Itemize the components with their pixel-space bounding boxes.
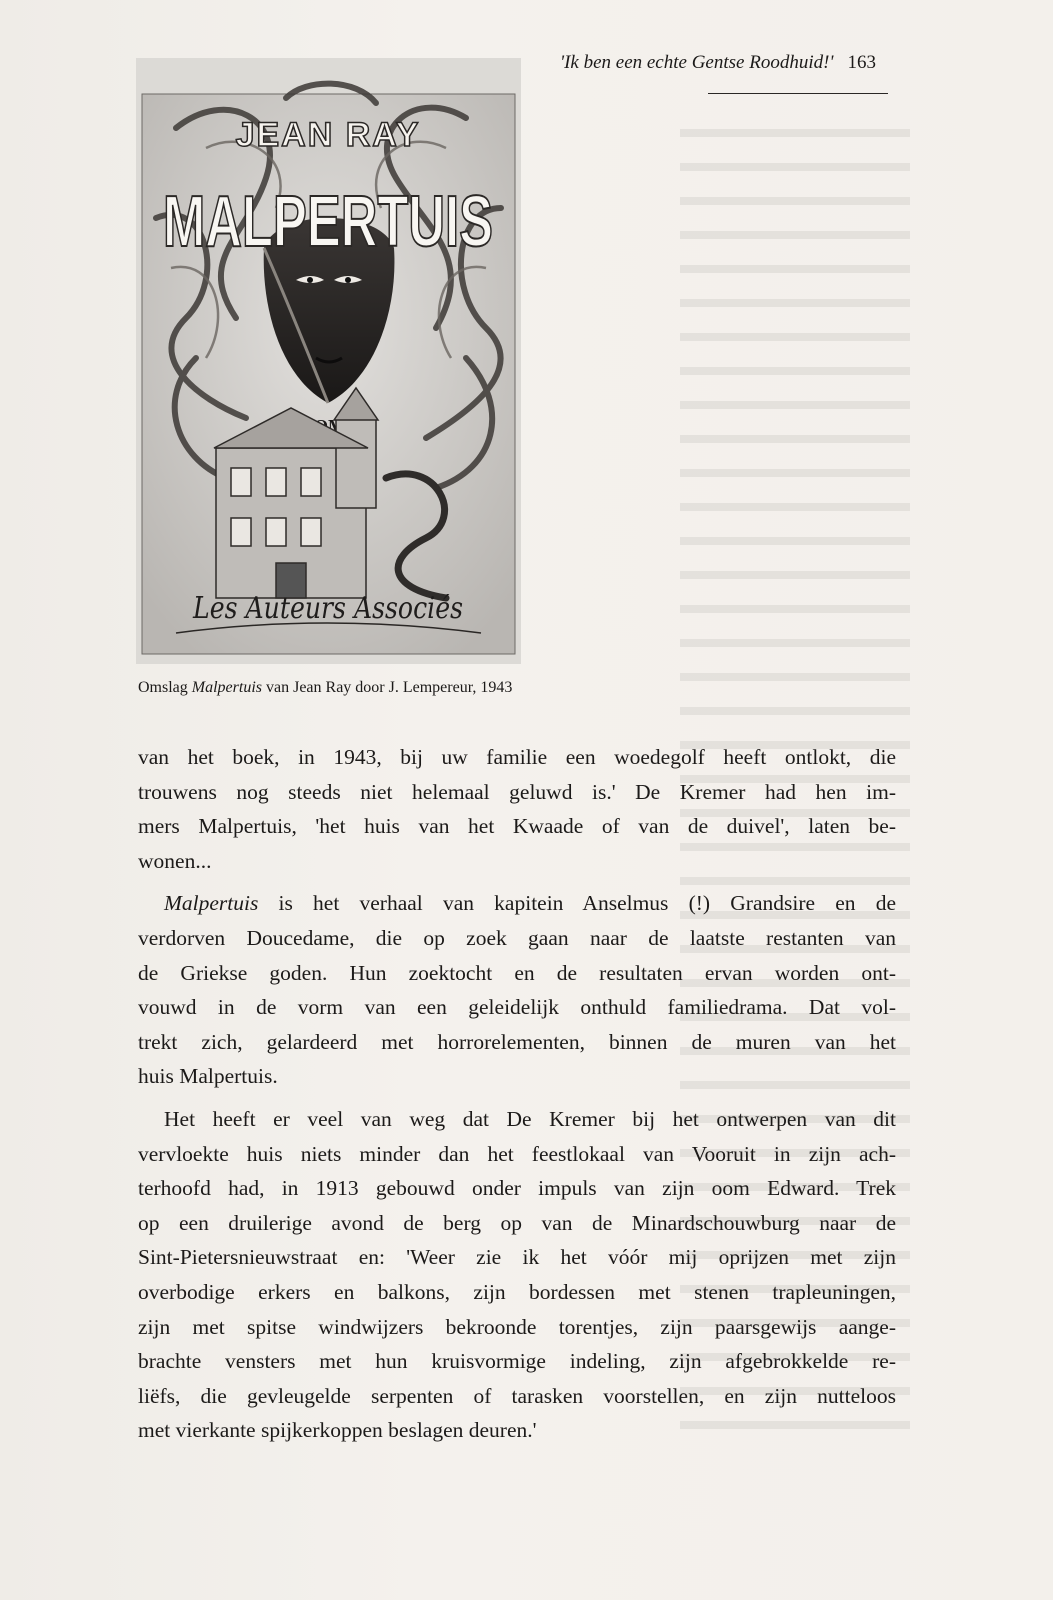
paragraph-3	[138, 1102, 896, 1448]
text-line: verdorven Doucedame, die op zoek gaan naar de laatste restanten van	[138, 925, 896, 950]
paragraph-1	[138, 740, 896, 878]
text-line: brachte vensters met hun kruisvormige indeling, zijn afgebrokkelde re-	[138, 1349, 896, 1374]
text-line: met vierkante spijkerkoppen beslagen deuren.'	[138, 1418, 537, 1443]
text-line: Het heeft er veel van weg dat De Kremer bij het ontwerpen van dit	[164, 1106, 896, 1131]
text-line: liëfs, die gevleugelde serpenten of tarasken voorstellen, en zijn nutteloos	[138, 1383, 896, 1408]
body-text	[138, 740, 896, 1448]
cover-author-text: JEAN RAY	[235, 116, 421, 154]
caption-title: Malpertuis	[191, 679, 262, 696]
page-number: 163	[847, 52, 876, 73]
text-line: vouwd in de vorm van een geleidelijk onthuld familiedrama. Dat vol-	[138, 995, 896, 1020]
text-line: zijn met spitse windwijzers bekroonde torentjes, zijn paarsgewijs aange-	[138, 1314, 896, 1339]
text-line: trouwens nog steeds niet helemaal geluwd is.' De Kremer had hen im-	[138, 779, 896, 804]
running-head-title: 'Ik ben een echte Gentse Roodhuid!'	[560, 52, 834, 73]
text-line: mers Malpertuis, 'het huis van het Kwaade of van de duivel', laten be-	[138, 814, 896, 839]
text-line: trekt zich, gelardeerd met horrorelementen, binnen de muren van het	[138, 1029, 896, 1054]
text-line: de Griekse goden. Hun zoektocht en de resultaten ervan worden ont-	[138, 960, 896, 985]
book-cover-figure	[136, 58, 521, 664]
book-cover-illustration	[136, 58, 521, 664]
text-line: vervloekte huis niets minder dan het feestlokaal van Vooruit in zijn ach-	[138, 1141, 896, 1166]
running-head-rule	[708, 93, 888, 94]
text-fragment: is het verhaal van kapitein Anselmus (!) Grandsire en de	[258, 891, 896, 916]
text-line: op een druilerige avond de berg op van de Minardschouwburg naar de	[138, 1210, 896, 1235]
text-line: overbodige erkers en balkons, zijn bordessen met stenen trapleuningen,	[138, 1279, 896, 1304]
text-line: wonen...	[138, 848, 212, 873]
cover-publisher-text: Les Auteurs Associés	[192, 591, 463, 626]
caption-suffix: van Jean Ray door J. Lempereur, 1943	[262, 679, 513, 696]
caption-prefix: Omslag	[138, 679, 192, 696]
text-line: van het boek, in 1943, bij uw familie een woedegolf heeft ontlokt, die	[138, 745, 896, 769]
text-line	[138, 886, 896, 921]
running-head	[560, 52, 960, 74]
text-line: huis Malpertuis.	[138, 1064, 278, 1089]
text-line: Sint-Pietersnieuwstraat en: 'Weer zie ik het vóór mij oprijzen met zijn	[138, 1245, 896, 1270]
figure-caption	[138, 679, 512, 697]
cover-title-text: MALPERTUIS	[163, 182, 493, 262]
paragraph-2	[138, 886, 896, 1094]
text-line: terhoofd had, in 1913 gebouwd onder impuls van zijn oom Edward. Trek	[138, 1176, 896, 1201]
book-title-italic: Malpertuis	[164, 891, 259, 916]
